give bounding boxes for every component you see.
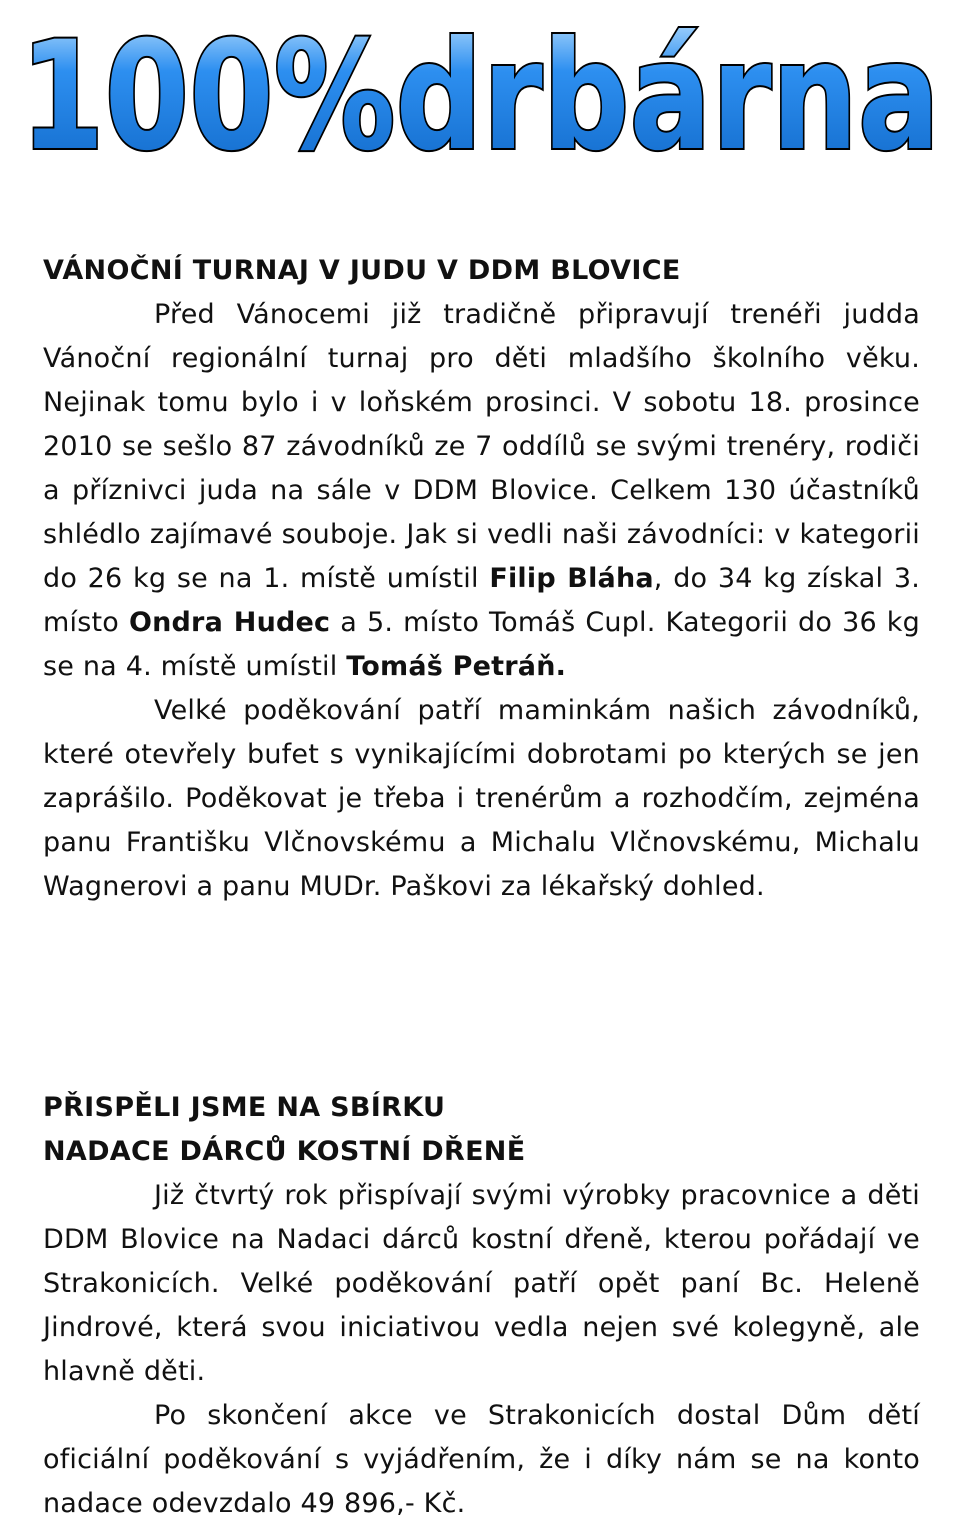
competitor-name: Tomáš Petráň [346, 651, 556, 682]
article-paragraph [43, 293, 920, 689]
article-judo-tournament [43, 249, 920, 909]
paragraph-text: , do 34 kg získal 3. místo [43, 563, 920, 638]
article-paragraph: Velké poděkování patří maminkám našich závodníků, které otevřely bufet s vynikajícími dobrotami po kterých se jen zaprášilo. Poděkovat je třeba i trenérům a rozhodčím, zejména panu Františku Vlčnovskému a Michalu Vlčnovskému, Michalu Wagnerovi a panu MUDr. Paškovi za lékařský dohled. [43, 695, 920, 902]
article-title: VÁNOČNÍ TURNAJ V JUDU V DDM BLOVICE [43, 255, 681, 286]
logo-text: 100%drbárna [20, 10, 940, 184]
article-title: NADACE DÁRCŮ KOSTNÍ DŘENĚ [43, 1136, 526, 1167]
article-bone-marrow-donation [43, 1086, 920, 1526]
article-title: PŘISPĚLI JSME NA SBÍRKU [43, 1092, 446, 1123]
paragraph-text: a 5. místo Tomáš Cupl. Kategorii do 36 kg se na 4. místě umístil [43, 607, 920, 682]
article-paragraph: Po skončení akce ve Strakonicích dostal Dům dětí oficiální poděkování s vyjádřením, že i díky nám se na konto nadace odevzdalo 49 896,- Kč. [43, 1400, 920, 1519]
masthead-logo-wordart [0, 0, 960, 205]
article-paragraph: Již čtvrtý rok přispívají svými výrobky pracovnice a děti DDM Blovice na Nadaci dárců kostní dřeně, kterou pořádají ve Strakonicích. Velké poděkování patří opět paní Bc. Heleně Jindrové, která svou iniciativou vedla nejen své kolegyně, ale hlavně děti. [43, 1180, 920, 1387]
paragraph-text: . [555, 651, 567, 682]
paragraph-text: Před Vánocemi již tradičně připravují trenéři judda Vánoční regionální turnaj pro děti mladšího školního věku. Nejinak tomu bylo i v loňském prosinci. V sobotu 18. prosince 2010 se sešlo 87 závodníků ze 7 oddílů se svými trenéry, rodiči a příznivci juda na sále v DDM Blovice. Celkem 130 účastníků shlédlo zajímavé souboje. Jak si vedli naši závodníci: v kategorii do 26 kg se na 1. místě umístil [43, 299, 920, 594]
competitor-name: Ondra Hudec [128, 607, 331, 638]
masthead-logo [0, 0, 960, 205]
competitor-name: Filip Bláha [489, 563, 654, 594]
